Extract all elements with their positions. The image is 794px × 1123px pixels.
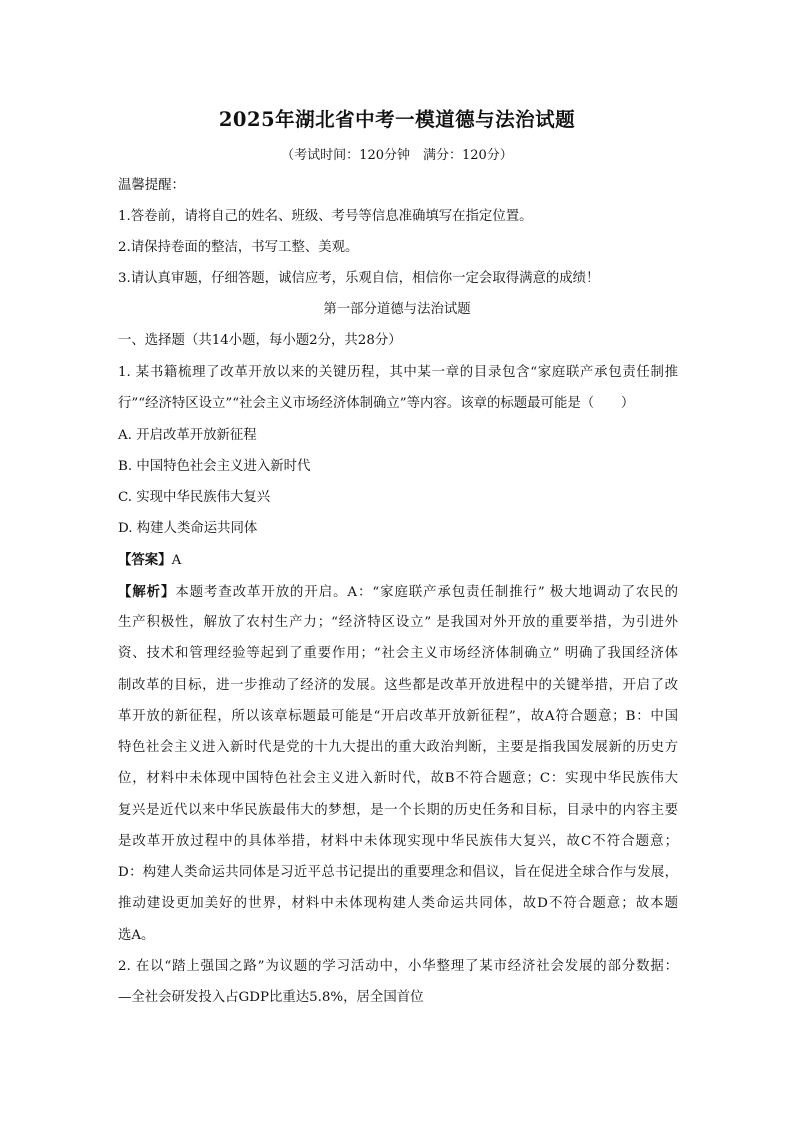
reminder-item: 3.请认真审题，仔细答题，诚信应考，乐观自信，相信你一定会取得满意的成绩！ [118, 271, 600, 286]
answer-line [118, 550, 678, 571]
analysis-line: 选A。 [118, 928, 155, 943]
data-line: —全社会研发投入占GDP比重达5.8%，居全国首位 [118, 990, 424, 1005]
analysis-line [118, 582, 678, 603]
analysis-line: 特色社会主义进入新时代是党的十九大提出的重大政治判断，主要是指我国发展新的历史方 [118, 740, 678, 755]
question-stem: 行”“经济特区设立”“社会主义市场经济体制确立”等内容。该章的标题最可能是（ ） [118, 396, 635, 411]
answer-label: 【答案】 [118, 552, 172, 568]
section-heading: 一、选择题（共14小题，每小题2分，共28分） [118, 333, 402, 348]
reminder-item: 1.答卷前，请将自己的姓名、班级、考号等信息准确填写在指定位置。 [118, 209, 533, 224]
option-a: A. 开启改革开放新征程 [118, 428, 257, 443]
analysis-line: 复兴是近代以来中华民族最伟大的梦想，是一个长期的历史任务和目标，目录中的内容主要 [118, 803, 678, 818]
part-heading: 第一部分道德与法治试题 [323, 302, 471, 317]
option-c: C. 实现中华民族伟大复兴 [118, 490, 271, 505]
answer-value: A [171, 553, 182, 568]
exam-title: 2025年湖北省中考一模道德与法治试题 [218, 108, 576, 131]
analysis-text: 本题考查改革开放的开启。A：“家庭联产承包责任制推行” 极大地调动了农民的 [175, 585, 679, 600]
analysis-line: 革开放的新征程，所以该章标题最可能是“开启改革开放新征程”，故A符合题意；B：中国 [118, 709, 678, 724]
analysis-line: 制改革的目标，进一步推动了经济的发展。这些都是改革开放进程中的关键举措，开启了改 [118, 678, 678, 693]
analysis-line: 资、技术和管理经验等起到了重要作用；“社会主义市场经济体制确立” 明确了我国经济体 [118, 646, 678, 661]
exam-subtitle: （考试时间：120分钟 满分：120分） [281, 148, 513, 163]
option-b: B. 中国特色社会主义进入新时代 [118, 459, 311, 474]
analysis-line: 生产积极性，解放了农村生产力；“经济特区设立” 是我国对外开放的重要举措，为引进外 [118, 615, 678, 630]
question-stem: 1. 某书籍梳理了改革开放以来的关键历程，其中某一章的目录包含“家庭联产承包责任制推 [118, 365, 678, 380]
option-d: D. 构建人类命运共同体 [118, 521, 258, 536]
analysis-label: 【解析】 [118, 584, 176, 600]
analysis-line: D：构建人类命运共同体是习近平总书记提出的重要理念和倡议，旨在促进全球合作与发展， [118, 865, 678, 880]
reminder-item: 2.请保持卷面的整洁，书写工整、美观。 [118, 240, 359, 255]
analysis-line: 位，材料中未体现中国特色社会主义进入新时代，故B不符合题意；C：实现中华民族伟大 [118, 771, 678, 786]
analysis-line: 是改革开放过程中的具体举措，材料中未体现实现中华民族伟大复兴，故C不符合题意； [118, 834, 678, 849]
reminder-heading: 温馨提醒： [118, 178, 185, 193]
analysis-line: 推动建设更加美好的世界，材料中未体现构建人类命运共同体，故D不符合题意；故本题 [118, 896, 678, 911]
question-stem: 2. 在以“踏上强国之路”为议题的学习活动中，小华整理了某市经济社会发展的部分数据： [118, 959, 678, 974]
